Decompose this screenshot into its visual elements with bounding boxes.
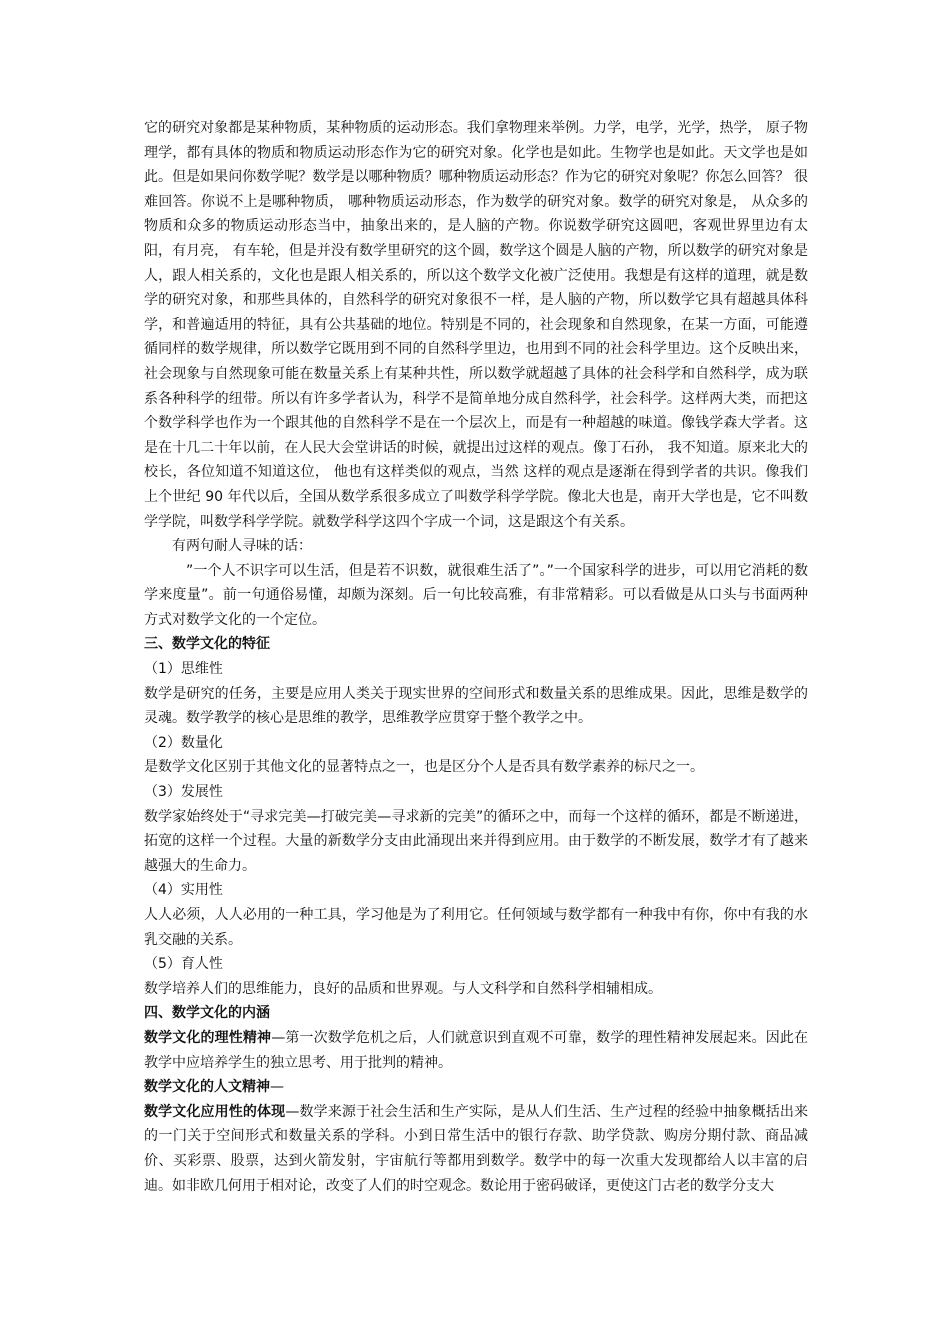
connotation-humanistic-title: 数学文化的人文精神: [144, 1079, 270, 1096]
connotation-humanistic-spirit: [144, 1075, 808, 1100]
connotation-humanistic-text: —: [270, 1079, 284, 1096]
feature-text-development: 数学家始终处于“寻求完美—打破完美—寻求新的完美”的循环之中，而每一个这样的循环，都是不断递进，拓宽的这样一个过程。大量的新数学分支由此涌现出来并得到应用。由于数学的不断发展，数学才有了越来越强大的生命力。: [144, 808, 808, 874]
connotation-application-text: —数学来源于社会生活和生产实际，是从人们生活、生产过程的经验中抽象概括出来的一门关于空间形式和数量关系的学科。小到日常生活中的银行存款、助学贷款、购房分期付款、商品减价、买彩票、股票，达到火箭发射，宇宙航行等都用到数学。数学中的每一次重大发现都给人以丰富的启迪。如非欧几何用于相对论，改变了人们的时空观念。数论用于密码破译，更使这门古老的数学分支大: [144, 1103, 809, 1194]
feature-text-education: 数学培养人们的思维能力，良好的品质和世界观。与人文科学和自然科学相辅相成。: [144, 980, 662, 997]
document-page: [144, 116, 808, 1198]
feature-title-thinking: （1）思维性: [144, 661, 223, 678]
feature-title-practicality: （4）实用性: [144, 882, 223, 899]
paragraph-two-sayings: ”一个人不识字可以生活，但是若不识数，就很难生活了”。”一个国家科学的进步，可以用它消耗的数学来度量”。前一句通俗易懂，却颇为深刻。后一句比较高雅，有非常精彩。可以看做是从口头与书面两种方式对数学文化的一个定位。: [144, 562, 808, 628]
feature-text-practicality: 人人必须，人人必用的一种工具，学习他是为了利用它。任何领域与数学都有一种我中有你，你中有我的水乳交融的关系。: [144, 907, 808, 948]
connotation-rational-title: 数学文化的理性精神: [144, 1029, 272, 1046]
feature-title-quantification: （2）数量化: [144, 734, 223, 751]
feature-text-quantification: 是数学文化区别于其他文化的显著特点之一，也是区分个人是否具有数学素养的标尺之一。: [144, 759, 704, 776]
feature-text-thinking: 数学是研究的任务，主要是应用人类关于现实世界的空间形式和数量关系的思维成果。因此，思维是数学的灵魂。数学教学的核心是思维的教学，思维教学应贯穿于整个教学之中。: [144, 685, 808, 727]
connotation-rational-spirit: [144, 1026, 808, 1075]
feature-title-education: （5）育人性: [144, 956, 223, 973]
paragraph-two-sayings-intro: 有两句耐人寻味的话：: [172, 538, 312, 555]
heading-section-three: 三、数学文化的特征: [144, 636, 270, 653]
heading-section-four: 四、数学文化的内涵: [144, 1005, 270, 1022]
connotation-application-title: 数学文化应用性的体现: [144, 1103, 286, 1120]
paragraph-research-object: 它的研究对象都是某种物质，某种物质的运动形态。我们拿物理来举例。力学，电学，光学，热学， 原子物理学，都有具体的物质和物质运动形态作为它的研究对象。化学也是如此。生物学也是如此。天文学也是如此。但是如果问你数学呢？数学是以哪种物质？哪种物质运动形态？作为它的研究对象呢？你怎么回答？ 很难回答。你说不上是哪种物质， 哪种物质运动形态，作为数学的研究对象。数学的研究对象是， 从众多的物质和众多的物质运动形态当中，抽象出来的，是人脑的产物。你说数学研究这圆吧，客观世界里边有太阳，有月亮， 有车轮，但是并没有数学里研究的这个圆，数学这个圆是人脑的产物，所以数学的研究对象是人，跟人相关系的，文化也是跟人相关系的，所以这个数学文化被广泛使用。我想是有这样的道理，就是数学的研究对象，和那些具体的，自然科学的研究对象很不一样，是人脑的产物，所以数学它具有超越具体科学，和普遍适用的特征，具有公共基础的地位。特别是不同的，社会现象和自然现象，在某一方面，可能遵循同样的数学规律，所以数学它既用到不同的自然科学里边，也用到不同的社会科学里边。这个反映出来，社会现象与自然现象可能在数量关系上有某种共性，所以数学就超越了具体的社会科学和自然科学，成为联系各种科学的纽带。所以有许多学者认为，科学不是简单地分成自然科学，社会科学。这样两大类，而把这个数学科学也作为一个跟其他的自然科学不是在一个层次上，而是有一种超越的味道。像钱学森大学者。这是在十几二十年以前，在人民大会堂讲话的时候，就提出过这样的观点。像丁石孙， 我不知道。原来北大的校长，各位知道不知道这位， 他也有这样类似的观点，当然 这样的观点是逐渐在得到学者的共识。像我们上个世纪 90 年代以后，全国从数学系很多成立了叫数学科学学院。像北大也是，南开大学也是，它不叫数学学院，叫数学科学学院。就数学科学这四个字成一个词，这是跟这个有关系。: [144, 120, 808, 530]
connotation-rational-text: —第一次数学危机之后，人们就意识到直观不可靠，数学的理性精神发展起来。因此在教学中应培养学生的独立思考、用于批判的精神。: [144, 1029, 809, 1071]
connotation-application: [144, 1100, 808, 1198]
feature-title-development: （3）发展性: [144, 784, 223, 801]
